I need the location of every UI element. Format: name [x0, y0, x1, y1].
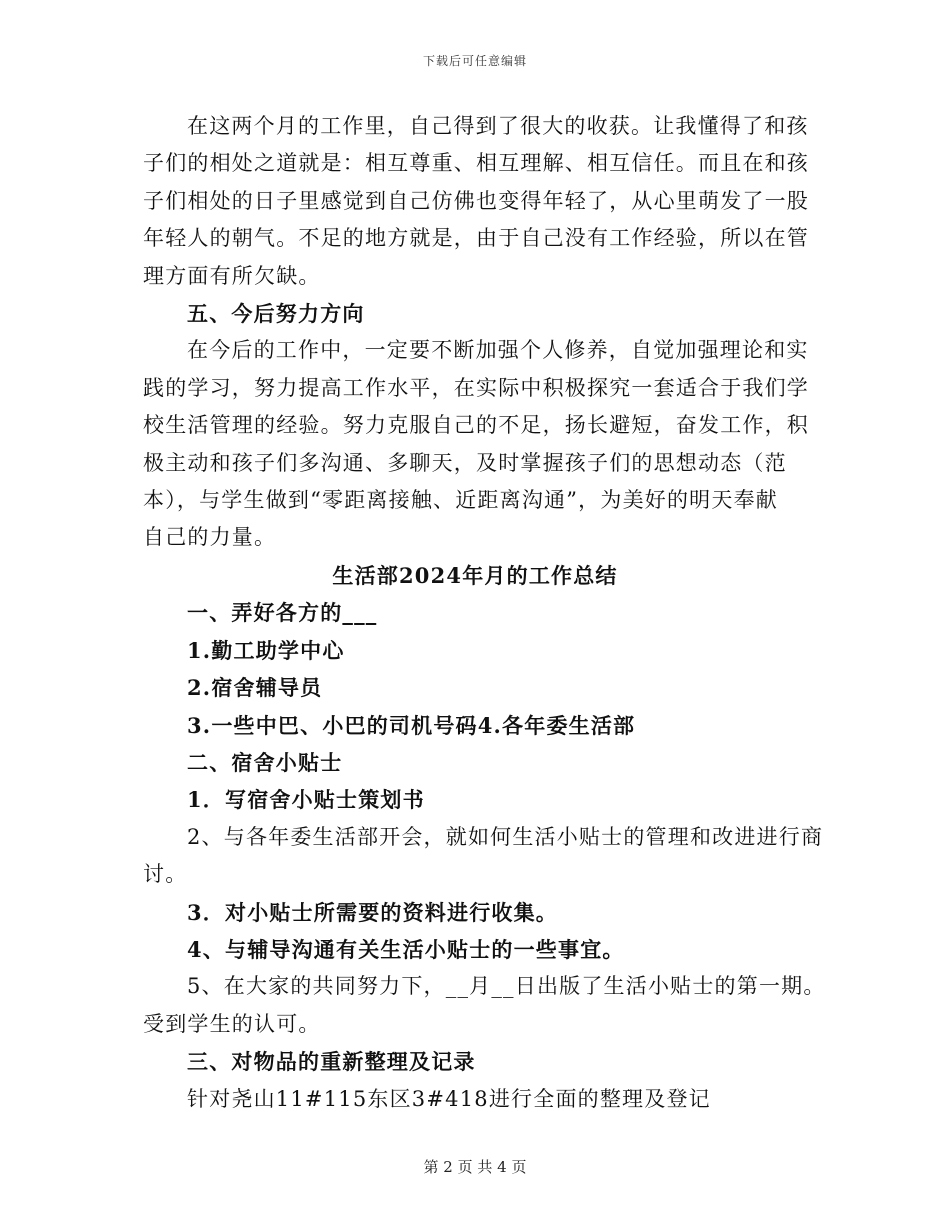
section-heading: 一、弄好各方的___ — [187, 600, 378, 626]
paragraph-line: 年轻人的朝气。不足的地方就是，由于自己没有工作经验，所以在管 — [143, 226, 809, 251]
list-item: 3.一些中巴、小巴的司机号码4.各年委生活部 — [187, 712, 636, 738]
paragraph-line: 自己的力量。 — [143, 525, 277, 550]
paragraph-line: 理方面有所欠缺。 — [143, 263, 321, 288]
paragraph-line: 校生活管理的经验。努力克服自己的不足，扬长避短，奋发工作，积 — [143, 413, 809, 438]
section-heading: 三、对物品的重新整理及记录 — [187, 1049, 476, 1075]
list-item: 2、与各年委生活部开会，就如何生活小贴士的管理和改进进行商 — [187, 824, 824, 849]
paragraph-line: 在这两个月的工作里，自己得到了很大的收获。让我懂得了和孩 — [187, 114, 809, 138]
paragraph-line: 践的学习，努力提高工作水平，在实际中积极探究一套适合于我们学 — [143, 375, 809, 400]
list-item: 1．写宿舍小贴士策划书 — [187, 787, 425, 813]
page-header: 下载后可任意编辑 — [422, 54, 527, 68]
paragraph-line: 子们的相处之道就是：相互尊重、相互理解、相互信任。而且在和孩 — [143, 151, 809, 176]
list-item: 4、与辅导沟通有关生活小贴士的一些事宜。 — [187, 936, 625, 962]
paragraph-line: 本），与学生做到“零距离接触、近距离沟通”，为美好的明天奉献 — [143, 488, 778, 513]
section-heading: 二、宿舍小贴士 — [187, 749, 343, 775]
section-heading: 五、今后努力方向 — [187, 301, 365, 327]
paragraph-line: 受到学生的认可。 — [143, 1011, 321, 1036]
paragraph-line: 讨。 — [143, 862, 188, 887]
paragraph-line: 针对尧山11#115东区3#418进行全面的整理及登记 — [187, 1086, 711, 1111]
list-item: 3．对小贴士所需要的资料进行收集。 — [187, 899, 559, 925]
list-item: 2.宿舍辅导员 — [187, 675, 323, 701]
list-item: 5、在大家的共同努力下，__月__日出版了生活小贴士的第一期。 — [187, 974, 826, 999]
paragraph-line: 在今后的工作中，一定要不断加强个人修养，自觉加强理论和实 — [187, 338, 809, 363]
document-body — [143, 108, 826, 1118]
page-footer: 第 2 页 共 4 页 — [423, 1158, 527, 1176]
list-item: 1.勤工助学中心 — [187, 637, 345, 663]
document-title: 生活部2024年月的工作总结 — [332, 562, 618, 588]
paragraph-line: 子们相处的日子里感觉到自己仿佛也变得年轻了，从心里萌发了一股 — [143, 188, 809, 213]
paragraph-line: 极主动和孩子们多沟通、多聊天，及时掌握孩子们的思想动态（范 — [143, 450, 787, 475]
